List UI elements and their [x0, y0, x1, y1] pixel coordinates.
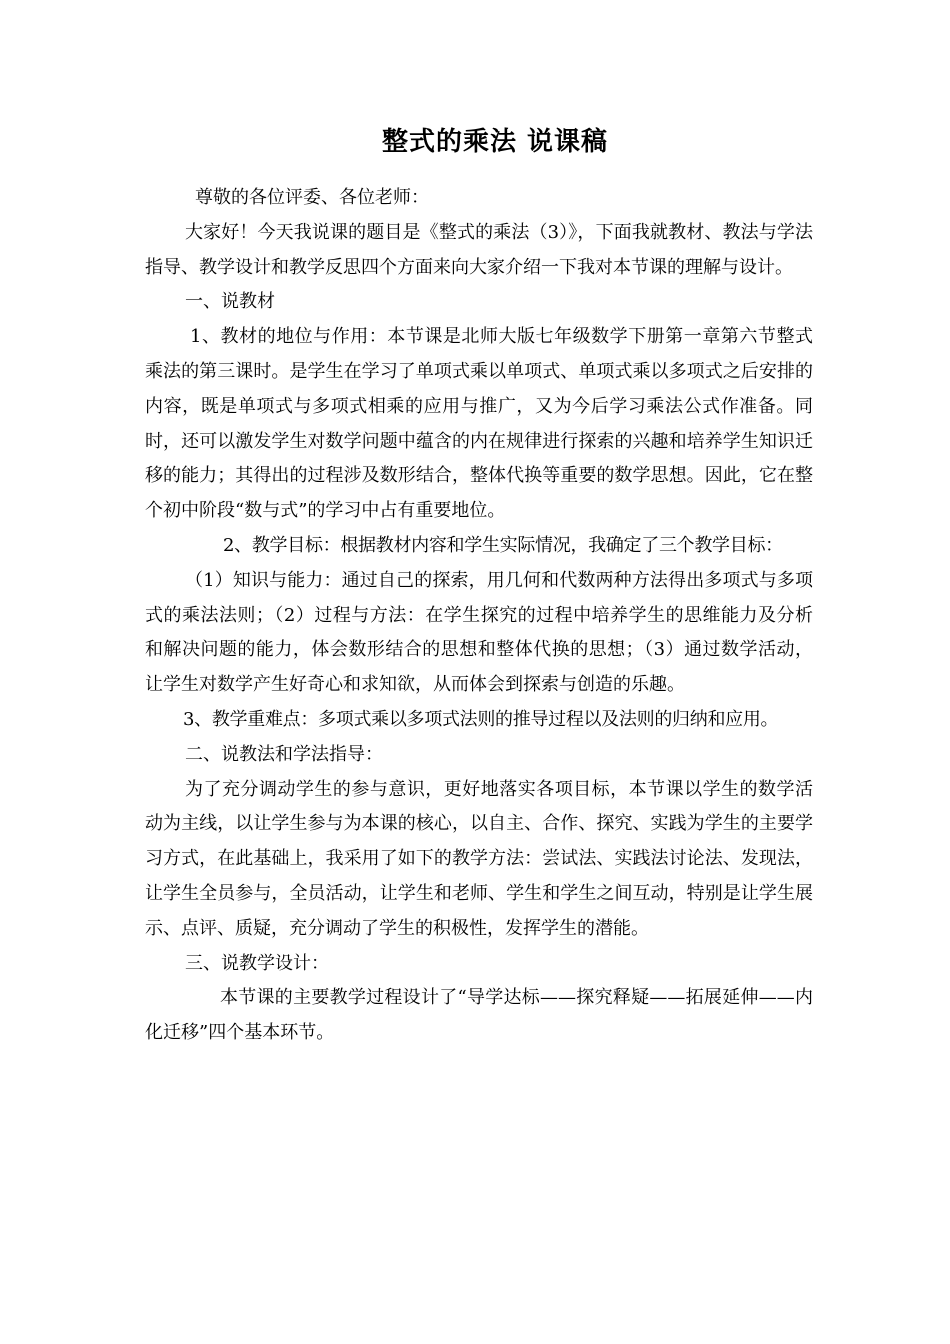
textbook-role-paragraph: 1、教材的地位与作用：本节课是北师大版七年级数学下册第一章第六节整式乘法的第三课时。是学生在学习了单项式乘以单项式、单项式乘以多项式之后安排的内容，既是单项式与多项式相乘的应用与推广，又为今后学习乘法公式作准备。同时，还可以激发学生对数学问题中蕴含的内在规律进行探索的兴趣和培养学生知识迁移的能力；其得出的过程涉及数形结合，整体代换等重要的数学思想。因此，它在整个初中阶段“数与式”的学习中占有重要地位。	[145, 326, 813, 522]
section-heading-methods: 二、说教法和学法指导：	[185, 743, 383, 765]
goals-detail-paragraph: （1）知识与能力：通过自己的探索，用几何和代数两种方法得出多项式与多项式的乘法法则；（2）过程与方法：在学生探究的过程中培养学生的思维能力及分析和解决问题的能力，体会数形结合的思想和整体代换的思想；（3）通过数学活动，让学生对数学产生好奇心和求知欲，从而体会到探索与创造的乐趣。	[145, 569, 813, 696]
teaching-goals-paragraph: 2、教学目标：根据教材内容和学生实际情况，我确定了三个教学目标：	[223, 534, 783, 556]
section-heading-textbook: 一、说教材	[185, 291, 275, 313]
greeting-paragraph: 尊敬的各位评委、各位老师：	[195, 187, 429, 208]
document-title: 整式的乘法 说课稿	[381, 127, 609, 157]
design-paragraph: 本节课的主要教学过程设计了“导学达标——探究释疑——拓展延伸——内化迁移”四个基本环节。	[145, 987, 813, 1044]
section-heading-design: 三、说教学设计：	[185, 952, 329, 974]
methods-paragraph: 为了充分调动学生的参与意识，更好地落实各项目标，本节课以学生的数学活动为主线，以让学生参与为本课的核心，以自主、合作、探究、实践为学生的主要学习方式，在此基础上，我采用了如下的教学方法：尝试法、实践法讨论法、发现法，让学生全员参与，全员活动，让学生和老师、学生和学生之间互动，特别是让学生展示、点评、质疑，充分调动了学生的积极性，发挥学生的潜能。	[145, 778, 813, 939]
document-body	[145, 181, 813, 1051]
key-difficulties-paragraph: 3、教学重难点：多项式乘以多项式法则的推导过程以及法则的归纳和应用。	[183, 708, 779, 730]
intro-paragraph: 大家好！今天我说课的题目是《整式的乘法（3）》，下面我就教材、教法与学法指导、教学设计和教学反思四个方面来向大家介绍一下我对本节课的理解与设计。	[145, 221, 813, 278]
